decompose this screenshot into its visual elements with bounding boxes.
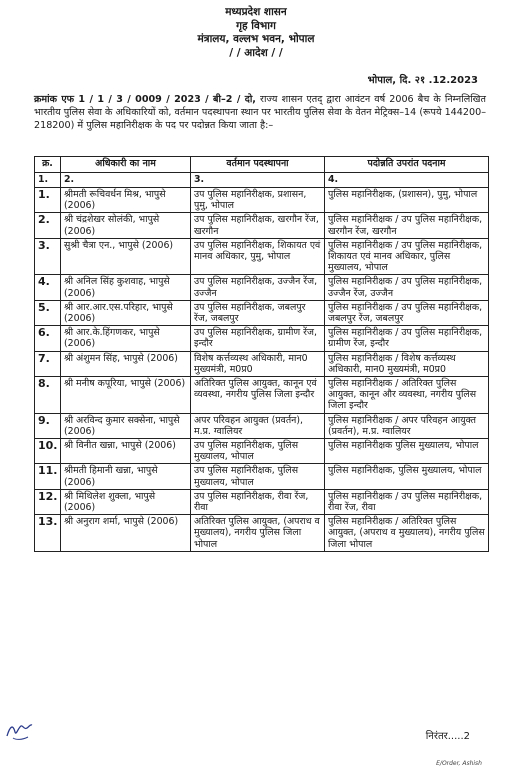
initials-signature-icon <box>4 716 34 744</box>
serial-number-cell: 13. <box>35 515 61 552</box>
officer-name-cell: सुश्री चैत्रा एन., भापुसे (2006) <box>61 238 191 275</box>
continued-note: निरंतर.....2 <box>425 731 470 742</box>
office-address: मंत्रालय, वल्लभ भवन, भोपाल <box>197 33 315 45</box>
table-row <box>35 351 489 376</box>
column-header: पदोन्नति उपरांत पदनाम <box>325 157 489 173</box>
promoted-designation-cell: पुलिस महानिरीक्षक / उप पुलिस महानिरीक्षक, शिकायत एवं मानव अधिकार, पुलिस मुख्यालय, भोपाल <box>325 238 489 275</box>
serial-number-cell: 2. <box>35 213 61 238</box>
table-column-number-row <box>35 173 489 188</box>
serial-number-cell: 4. <box>35 275 61 300</box>
officer-name-cell: श्री अनिल सिंह कुशवाह, भापुसे (2006) <box>61 275 191 300</box>
serial-number-cell: 12. <box>35 489 61 514</box>
current-posting-cell: उप पुलिस महानिरीक्षक, रीवा रेंज, रीवा <box>191 489 325 514</box>
officer-name-cell: श्रीमती हिमानी खन्ना, भापुसे (2006) <box>61 464 191 489</box>
table-body <box>35 188 489 552</box>
table-row <box>35 238 489 275</box>
table-row <box>35 377 489 414</box>
table-row <box>35 439 489 464</box>
current-posting-cell: उप पुलिस महानिरीक्षक, जबलपुर रेंज, जबलपुर <box>191 300 325 325</box>
order-title: / / आदेश / / <box>229 46 283 59</box>
officer-name-cell: श्री अंशुमन सिंह, भापुसे (2006) <box>61 351 191 376</box>
government-name: मध्यप्रदेश शासन <box>225 6 287 18</box>
order-number: क्रमांक एफ 1 / 1 / 3 / 0009 / 2023 / बी–2 / दो, <box>34 94 256 105</box>
promoted-designation-cell: पुलिस महानिरीक्षक / अतिरिक्त पुलिस आयुक्त, कानून और व्यवस्था, नगरीय पुलिस जिला इन्दौर <box>325 377 489 414</box>
promoted-designation-cell: पुलिस महानिरीक्षक, पुलिस मुख्यालय, भोपाल <box>325 464 489 489</box>
officer-name-cell: श्री अनुराग शर्मा, भापुसे (2006) <box>61 515 191 552</box>
promoted-designation-cell: पुलिस महानिरीक्षक / उप पुलिस महानिरीक्षक, ग्रामीण रेंज, इन्दौर <box>325 326 489 351</box>
column-header: वर्तमान पदस्थापना <box>191 157 325 173</box>
table-row <box>35 413 489 438</box>
column-header: क्र. <box>35 157 61 173</box>
officer-name-cell: श्री अरविन्द कुमार सक्सेना, भापुसे (2006) <box>61 413 191 438</box>
current-posting-cell: उप पुलिस महानिरीक्षक, उज्जैन रेंज, उज्जैन <box>191 275 325 300</box>
table-row <box>35 300 489 325</box>
current-posting-cell: अतिरिक्त पुलिस आयुक्त, कानून एवं व्यवस्था, नगरीय पुलिस जिला इन्दौर <box>191 377 325 414</box>
order-paragraph <box>34 94 486 132</box>
current-posting-cell: उप पुलिस महानिरीक्षक, ग्रामीण रेंज, इन्दौर <box>191 326 325 351</box>
current-posting-cell: विशेष कर्त्तव्यस्थ अधिकारी, मान0 मुख्यमंत्री, म0प्र0 <box>191 351 325 376</box>
order-date: भोपाल, दि. २१ .12.2023 <box>367 75 478 86</box>
current-posting-cell: अपर परिवहन आयुक्त (प्रवर्तन), म.प्र. ग्वालियर <box>191 413 325 438</box>
promoted-designation-cell: पुलिस महानिरीक्षक / अतिरिक्त पुलिस आयुक्त, (अपराध व मुख्यालय), नगरीय पुलिस जिला भोपाल <box>325 515 489 552</box>
column-number: 2. <box>61 173 191 188</box>
serial-number-cell: 7. <box>35 351 61 376</box>
current-posting-cell: उप पुलिस महानिरीक्षक, पुलिस मुख्यालय, भोपाल <box>191 464 325 489</box>
serial-number-cell: 3. <box>35 238 61 275</box>
serial-number-cell: 11. <box>35 464 61 489</box>
officer-name-cell: श्री मिथिलेश शुक्ला, भापुसे (2006) <box>61 489 191 514</box>
document-header <box>0 6 512 60</box>
table-row <box>35 464 489 489</box>
current-posting-cell: उप पुलिस महानिरीक्षक, पुलिस मुख्यालय, भोपाल <box>191 439 325 464</box>
current-posting-cell: उप पुलिस महानिरीक्षक, प्रशासन, पुमु, भोपाल <box>191 188 325 213</box>
table-row <box>35 515 489 552</box>
column-header: अधिकारी का नाम <box>61 157 191 173</box>
promoted-designation-cell: पुलिस महानिरीक्षक, (प्रशासन), पुमु, भोपाल <box>325 188 489 213</box>
serial-number-cell: 1. <box>35 188 61 213</box>
promoted-designation-cell: पुलिस महानिरीक्षक / उप पुलिस महानिरीक्षक, रीवा रेंज, रीवा <box>325 489 489 514</box>
promoted-designation-cell: पुलिस महानिरीक्षक पुलिस मुख्यालय, भोपाल <box>325 439 489 464</box>
table-row <box>35 489 489 514</box>
officer-name-cell: श्री आर.के.हिंगणकर, भापुसे (2006) <box>61 326 191 351</box>
serial-number-cell: 10. <box>35 439 61 464</box>
order-by-note: E/Order, Ashish <box>436 760 482 767</box>
table-row <box>35 275 489 300</box>
column-number: 1. <box>35 173 61 188</box>
officer-name-cell: श्री विनीत खन्ना, भापुसे (2006) <box>61 439 191 464</box>
officer-name-cell: श्रीमती रूचिवर्धन मिश्र, भापुसे (2006) <box>61 188 191 213</box>
serial-number-cell: 5. <box>35 300 61 325</box>
serial-number-cell: 8. <box>35 377 61 414</box>
current-posting-cell: उप पुलिस महानिरीक्षक, शिकायत एवं मानव अधिकार, पुमु, भोपाल <box>191 238 325 275</box>
officer-name-cell: श्री चंद्रशेखर सोलंकी, भापुसे (2006) <box>61 213 191 238</box>
promotion-table <box>34 156 489 552</box>
promoted-designation-cell: पुलिस महानिरीक्षक / उप पुलिस महानिरीक्षक, खरगौन रेंज, खरगौन <box>325 213 489 238</box>
department-name: गृह विभाग <box>236 19 276 32</box>
table-row <box>35 326 489 351</box>
current-posting-cell: उप पुलिस महानिरीक्षक, खरगौन रेंज, खरगौन <box>191 213 325 238</box>
current-posting-cell: अतिरिक्त पुलिस आयुक्त, (अपराध व मुख्यालय), नगरीय पुलिस जिला भोपाल <box>191 515 325 552</box>
serial-number-cell: 9. <box>35 413 61 438</box>
column-number: 4. <box>325 173 489 188</box>
column-number: 3. <box>191 173 325 188</box>
order-body-text: राज्य शासन एतद् द्वारा आवंटन वर्ष 2006 बैच के निम्नलिखित भारतीय पुलिस सेवा के अधिकारियों को, वर्तमान पदस्थापना स्थान पर भारतीय पुलिस सेवा के वेतन मेट्रिक्स–14 (रूपये 144200–218200) में पुलिस महानिरीक्षक के पद पर पदोन्नत किया जाता है:– <box>34 94 486 131</box>
officer-name-cell: श्री आर.आर.एस.परिहार, भापुसे (2006) <box>61 300 191 325</box>
promoted-designation-cell: पुलिस महानिरीक्षक / विशेष कर्त्तव्यस्थ अधिकारी, मान0 मुख्यमंत्री, म0प्र0 <box>325 351 489 376</box>
table-row <box>35 213 489 238</box>
serial-number-cell: 6. <box>35 326 61 351</box>
promoted-designation-cell: पुलिस महानिरीक्षक / उप पुलिस महानिरीक्षक, जबलपुर रेंज, जबलपुर <box>325 300 489 325</box>
officer-name-cell: श्री मनीष कपूरिया, भापुसे (2006) <box>61 377 191 414</box>
promoted-designation-cell: पुलिस महानिरीक्षक / अपर परिवहन आयुक्त (प्रवर्तन), म.प्र. ग्वालियर <box>325 413 489 438</box>
promoted-designation-cell: पुलिस महानिरीक्षक / उप पुलिस महानिरीक्षक, उज्जैन रेंज, उज्जैन <box>325 275 489 300</box>
table-row <box>35 188 489 213</box>
table-header-row <box>35 157 489 173</box>
